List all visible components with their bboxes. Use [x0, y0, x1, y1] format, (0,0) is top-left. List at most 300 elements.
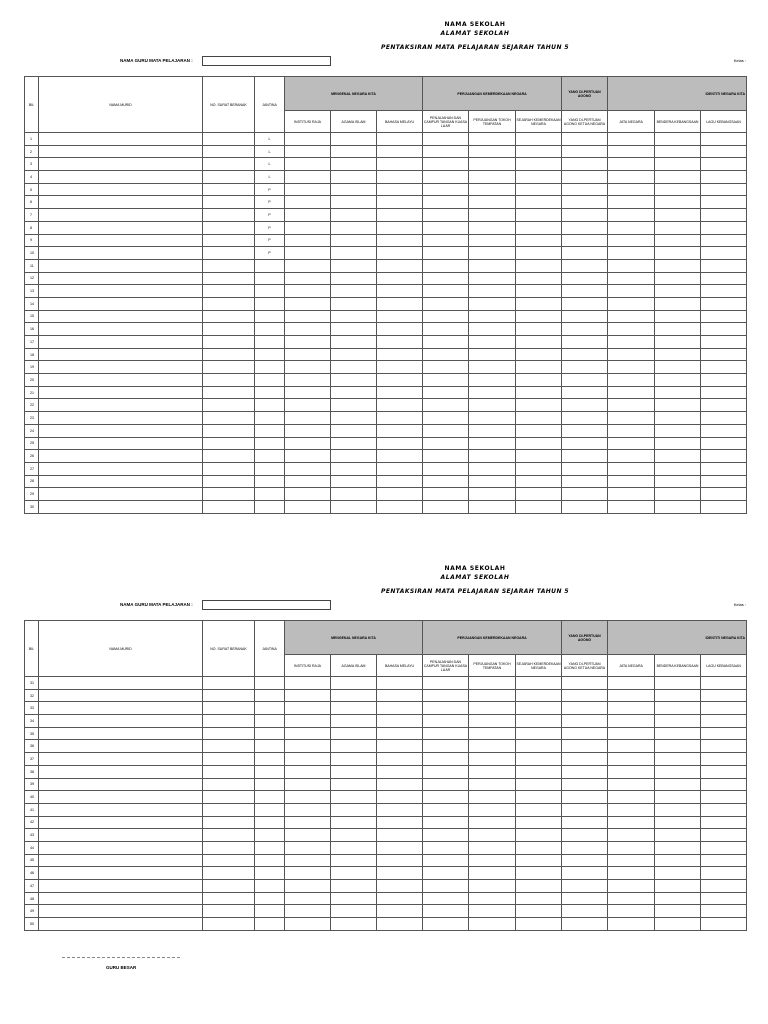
score-cell[interactable] [285, 247, 331, 260]
score-cell[interactable] [331, 475, 377, 488]
birth-cert-cell[interactable] [203, 841, 255, 854]
score-cell[interactable] [377, 234, 423, 247]
score-cell[interactable] [562, 867, 608, 880]
score-cell[interactable] [655, 336, 701, 349]
score-cell[interactable] [331, 158, 377, 171]
score-cell[interactable] [423, 778, 469, 791]
score-cell[interactable] [516, 892, 562, 905]
score-cell[interactable] [469, 297, 516, 310]
student-name-cell[interactable] [39, 412, 203, 425]
score-cell[interactable] [377, 740, 423, 753]
birth-cert-cell[interactable] [203, 765, 255, 778]
score-cell[interactable] [285, 867, 331, 880]
score-cell[interactable] [285, 412, 331, 425]
score-cell[interactable] [331, 374, 377, 387]
score-cell[interactable] [608, 158, 655, 171]
score-cell[interactable] [469, 841, 516, 854]
score-cell[interactable] [331, 867, 377, 880]
score-cell[interactable] [562, 196, 608, 209]
score-cell[interactable] [608, 234, 655, 247]
score-cell[interactable] [562, 740, 608, 753]
student-name-cell[interactable] [39, 816, 203, 829]
score-cell[interactable] [469, 183, 516, 196]
score-cell[interactable] [608, 841, 655, 854]
student-name-cell[interactable] [39, 727, 203, 740]
score-cell[interactable] [377, 285, 423, 298]
score-cell[interactable] [469, 209, 516, 222]
score-cell[interactable] [377, 336, 423, 349]
score-cell[interactable] [331, 386, 377, 399]
birth-cert-cell[interactable] [203, 336, 255, 349]
score-cell[interactable] [285, 689, 331, 702]
birth-cert-cell[interactable] [203, 437, 255, 450]
score-cell[interactable] [608, 918, 655, 931]
score-cell[interactable] [655, 892, 701, 905]
score-cell[interactable] [285, 297, 331, 310]
score-cell[interactable] [469, 753, 516, 766]
score-cell[interactable] [516, 854, 562, 867]
score-cell[interactable] [285, 791, 331, 804]
birth-cert-cell[interactable] [203, 133, 255, 146]
score-cell[interactable] [285, 488, 331, 501]
score-cell[interactable] [377, 145, 423, 158]
score-cell[interactable] [655, 765, 701, 778]
score-cell[interactable] [701, 374, 747, 387]
score-cell[interactable] [562, 677, 608, 690]
score-cell[interactable] [655, 285, 701, 298]
score-cell[interactable] [655, 727, 701, 740]
score-cell[interactable] [655, 323, 701, 336]
score-cell[interactable] [469, 918, 516, 931]
score-cell[interactable] [655, 247, 701, 260]
score-cell[interactable] [608, 171, 655, 184]
score-cell[interactable] [423, 133, 469, 146]
student-name-cell[interactable] [39, 753, 203, 766]
score-cell[interactable] [377, 183, 423, 196]
score-cell[interactable] [562, 462, 608, 475]
score-cell[interactable] [516, 259, 562, 272]
score-cell[interactable] [423, 209, 469, 222]
score-cell[interactable] [608, 323, 655, 336]
score-cell[interactable] [285, 183, 331, 196]
score-cell[interactable] [469, 171, 516, 184]
score-cell[interactable] [562, 297, 608, 310]
score-cell[interactable] [331, 854, 377, 867]
student-name-cell[interactable] [39, 171, 203, 184]
birth-cert-cell[interactable] [203, 171, 255, 184]
score-cell[interactable] [655, 361, 701, 374]
score-cell[interactable] [516, 488, 562, 501]
score-cell[interactable] [701, 171, 747, 184]
student-name-cell[interactable] [39, 854, 203, 867]
score-cell[interactable] [701, 183, 747, 196]
score-cell[interactable] [377, 133, 423, 146]
score-cell[interactable] [331, 336, 377, 349]
score-cell[interactable] [331, 234, 377, 247]
score-cell[interactable] [701, 196, 747, 209]
student-name-cell[interactable] [39, 297, 203, 310]
score-cell[interactable] [608, 462, 655, 475]
score-cell[interactable] [608, 221, 655, 234]
score-cell[interactable] [285, 196, 331, 209]
score-cell[interactable] [423, 437, 469, 450]
score-cell[interactable] [285, 740, 331, 753]
teacher-name-field[interactable] [202, 600, 331, 610]
score-cell[interactable] [608, 778, 655, 791]
score-cell[interactable] [331, 196, 377, 209]
score-cell[interactable] [423, 880, 469, 893]
score-cell[interactable] [469, 323, 516, 336]
score-cell[interactable] [516, 437, 562, 450]
score-cell[interactable] [516, 209, 562, 222]
score-cell[interactable] [701, 740, 747, 753]
score-cell[interactable] [377, 374, 423, 387]
score-cell[interactable] [562, 475, 608, 488]
score-cell[interactable] [701, 361, 747, 374]
score-cell[interactable] [701, 854, 747, 867]
score-cell[interactable] [469, 412, 516, 425]
score-cell[interactable] [423, 285, 469, 298]
score-cell[interactable] [377, 816, 423, 829]
birth-cert-cell[interactable] [203, 196, 255, 209]
score-cell[interactable] [655, 715, 701, 728]
score-cell[interactable] [285, 905, 331, 918]
score-cell[interactable] [331, 247, 377, 260]
score-cell[interactable] [423, 500, 469, 513]
score-cell[interactable] [516, 702, 562, 715]
score-cell[interactable] [516, 374, 562, 387]
score-cell[interactable] [701, 348, 747, 361]
score-cell[interactable] [562, 892, 608, 905]
score-cell[interactable] [608, 374, 655, 387]
score-cell[interactable] [469, 285, 516, 298]
score-cell[interactable] [655, 689, 701, 702]
score-cell[interactable] [562, 778, 608, 791]
score-cell[interactable] [516, 234, 562, 247]
score-cell[interactable] [655, 778, 701, 791]
score-cell[interactable] [701, 867, 747, 880]
score-cell[interactable] [469, 374, 516, 387]
score-cell[interactable] [655, 816, 701, 829]
score-cell[interactable] [516, 905, 562, 918]
student-name-cell[interactable] [39, 778, 203, 791]
score-cell[interactable] [655, 462, 701, 475]
score-cell[interactable] [701, 778, 747, 791]
score-cell[interactable] [469, 892, 516, 905]
score-cell[interactable] [331, 740, 377, 753]
score-cell[interactable] [331, 677, 377, 690]
score-cell[interactable] [285, 475, 331, 488]
score-cell[interactable] [469, 221, 516, 234]
student-name-cell[interactable] [39, 247, 203, 260]
score-cell[interactable] [701, 247, 747, 260]
student-name-cell[interactable] [39, 905, 203, 918]
score-cell[interactable] [423, 297, 469, 310]
score-cell[interactable] [377, 702, 423, 715]
score-cell[interactable] [562, 133, 608, 146]
score-cell[interactable] [423, 816, 469, 829]
score-cell[interactable] [377, 689, 423, 702]
score-cell[interactable] [701, 336, 747, 349]
score-cell[interactable] [655, 841, 701, 854]
score-cell[interactable] [516, 348, 562, 361]
score-cell[interactable] [331, 183, 377, 196]
birth-cert-cell[interactable] [203, 285, 255, 298]
student-name-cell[interactable] [39, 740, 203, 753]
score-cell[interactable] [608, 880, 655, 893]
score-cell[interactable] [655, 880, 701, 893]
birth-cert-cell[interactable] [203, 386, 255, 399]
birth-cert-cell[interactable] [203, 145, 255, 158]
score-cell[interactable] [655, 803, 701, 816]
score-cell[interactable] [701, 450, 747, 463]
score-cell[interactable] [285, 259, 331, 272]
score-cell[interactable] [562, 689, 608, 702]
score-cell[interactable] [562, 918, 608, 931]
score-cell[interactable] [562, 336, 608, 349]
score-cell[interactable] [655, 488, 701, 501]
student-name-cell[interactable] [39, 715, 203, 728]
score-cell[interactable] [377, 259, 423, 272]
score-cell[interactable] [562, 715, 608, 728]
birth-cert-cell[interactable] [203, 158, 255, 171]
score-cell[interactable] [516, 880, 562, 893]
score-cell[interactable] [701, 727, 747, 740]
score-cell[interactable] [701, 892, 747, 905]
score-cell[interactable] [331, 323, 377, 336]
score-cell[interactable] [285, 765, 331, 778]
score-cell[interactable] [377, 829, 423, 842]
score-cell[interactable] [469, 145, 516, 158]
score-cell[interactable] [701, 437, 747, 450]
score-cell[interactable] [562, 412, 608, 425]
score-cell[interactable] [516, 462, 562, 475]
score-cell[interactable] [469, 500, 516, 513]
score-cell[interactable] [516, 158, 562, 171]
score-cell[interactable] [285, 677, 331, 690]
score-cell[interactable] [516, 399, 562, 412]
score-cell[interactable] [331, 209, 377, 222]
score-cell[interactable] [608, 259, 655, 272]
birth-cert-cell[interactable] [203, 488, 255, 501]
score-cell[interactable] [377, 361, 423, 374]
score-cell[interactable] [608, 424, 655, 437]
score-cell[interactable] [331, 689, 377, 702]
student-name-cell[interactable] [39, 689, 203, 702]
score-cell[interactable] [331, 221, 377, 234]
student-name-cell[interactable] [39, 221, 203, 234]
score-cell[interactable] [516, 841, 562, 854]
score-cell[interactable] [331, 753, 377, 766]
score-cell[interactable] [608, 765, 655, 778]
score-cell[interactable] [516, 677, 562, 690]
score-cell[interactable] [562, 753, 608, 766]
score-cell[interactable] [516, 740, 562, 753]
score-cell[interactable] [562, 272, 608, 285]
score-cell[interactable] [701, 399, 747, 412]
score-cell[interactable] [562, 374, 608, 387]
score-cell[interactable] [701, 221, 747, 234]
score-cell[interactable] [516, 500, 562, 513]
score-cell[interactable] [608, 399, 655, 412]
score-cell[interactable] [331, 765, 377, 778]
score-cell[interactable] [469, 196, 516, 209]
birth-cert-cell[interactable] [203, 816, 255, 829]
score-cell[interactable] [469, 740, 516, 753]
score-cell[interactable] [608, 677, 655, 690]
score-cell[interactable] [377, 765, 423, 778]
score-cell[interactable] [701, 905, 747, 918]
score-cell[interactable] [655, 221, 701, 234]
birth-cert-cell[interactable] [203, 348, 255, 361]
score-cell[interactable] [655, 475, 701, 488]
score-cell[interactable] [469, 803, 516, 816]
score-cell[interactable] [608, 310, 655, 323]
birth-cert-cell[interactable] [203, 892, 255, 905]
score-cell[interactable] [331, 450, 377, 463]
score-cell[interactable] [285, 145, 331, 158]
score-cell[interactable] [377, 412, 423, 425]
score-cell[interactable] [562, 361, 608, 374]
score-cell[interactable] [469, 450, 516, 463]
score-cell[interactable] [285, 500, 331, 513]
score-cell[interactable] [423, 247, 469, 260]
score-cell[interactable] [516, 867, 562, 880]
score-cell[interactable] [377, 905, 423, 918]
score-cell[interactable] [516, 171, 562, 184]
birth-cert-cell[interactable] [203, 829, 255, 842]
score-cell[interactable] [655, 171, 701, 184]
score-cell[interactable] [562, 727, 608, 740]
score-cell[interactable] [608, 488, 655, 501]
score-cell[interactable] [655, 234, 701, 247]
score-cell[interactable] [655, 412, 701, 425]
score-cell[interactable] [285, 829, 331, 842]
score-cell[interactable] [701, 158, 747, 171]
student-name-cell[interactable] [39, 399, 203, 412]
score-cell[interactable] [516, 765, 562, 778]
score-cell[interactable] [655, 424, 701, 437]
score-cell[interactable] [562, 234, 608, 247]
score-cell[interactable] [608, 133, 655, 146]
score-cell[interactable] [469, 880, 516, 893]
score-cell[interactable] [608, 727, 655, 740]
score-cell[interactable] [377, 715, 423, 728]
score-cell[interactable] [655, 158, 701, 171]
student-name-cell[interactable] [39, 196, 203, 209]
birth-cert-cell[interactable] [203, 803, 255, 816]
score-cell[interactable] [562, 247, 608, 260]
score-cell[interactable] [655, 905, 701, 918]
score-cell[interactable] [562, 323, 608, 336]
score-cell[interactable] [423, 234, 469, 247]
score-cell[interactable] [701, 209, 747, 222]
score-cell[interactable] [608, 867, 655, 880]
score-cell[interactable] [423, 803, 469, 816]
score-cell[interactable] [377, 462, 423, 475]
birth-cert-cell[interactable] [203, 209, 255, 222]
student-name-cell[interactable] [39, 803, 203, 816]
score-cell[interactable] [469, 310, 516, 323]
birth-cert-cell[interactable] [203, 399, 255, 412]
birth-cert-cell[interactable] [203, 412, 255, 425]
score-cell[interactable] [285, 854, 331, 867]
score-cell[interactable] [562, 702, 608, 715]
score-cell[interactable] [377, 310, 423, 323]
student-name-cell[interactable] [39, 272, 203, 285]
student-name-cell[interactable] [39, 765, 203, 778]
score-cell[interactable] [423, 765, 469, 778]
score-cell[interactable] [285, 158, 331, 171]
score-cell[interactable] [516, 918, 562, 931]
score-cell[interactable] [423, 892, 469, 905]
score-cell[interactable] [469, 829, 516, 842]
score-cell[interactable] [331, 272, 377, 285]
score-cell[interactable] [701, 475, 747, 488]
score-cell[interactable] [562, 791, 608, 804]
student-name-cell[interactable] [39, 702, 203, 715]
score-cell[interactable] [655, 272, 701, 285]
student-name-cell[interactable] [39, 310, 203, 323]
score-cell[interactable] [331, 727, 377, 740]
score-cell[interactable] [562, 209, 608, 222]
score-cell[interactable] [331, 918, 377, 931]
score-cell[interactable] [655, 399, 701, 412]
score-cell[interactable] [377, 753, 423, 766]
score-cell[interactable] [655, 702, 701, 715]
score-cell[interactable] [562, 386, 608, 399]
score-cell[interactable] [377, 892, 423, 905]
score-cell[interactable] [423, 399, 469, 412]
birth-cert-cell[interactable] [203, 361, 255, 374]
score-cell[interactable] [701, 234, 747, 247]
birth-cert-cell[interactable] [203, 880, 255, 893]
birth-cert-cell[interactable] [203, 905, 255, 918]
score-cell[interactable] [469, 727, 516, 740]
student-name-cell[interactable] [39, 500, 203, 513]
student-name-cell[interactable] [39, 841, 203, 854]
score-cell[interactable] [469, 272, 516, 285]
score-cell[interactable] [608, 285, 655, 298]
score-cell[interactable] [377, 854, 423, 867]
score-cell[interactable] [701, 753, 747, 766]
score-cell[interactable] [516, 412, 562, 425]
birth-cert-cell[interactable] [203, 450, 255, 463]
score-cell[interactable] [608, 336, 655, 349]
score-cell[interactable] [701, 259, 747, 272]
score-cell[interactable] [423, 259, 469, 272]
score-cell[interactable] [562, 765, 608, 778]
score-cell[interactable] [423, 488, 469, 501]
score-cell[interactable] [562, 221, 608, 234]
birth-cert-cell[interactable] [203, 374, 255, 387]
score-cell[interactable] [516, 386, 562, 399]
birth-cert-cell[interactable] [203, 297, 255, 310]
score-cell[interactable] [516, 829, 562, 842]
score-cell[interactable] [331, 829, 377, 842]
score-cell[interactable] [562, 310, 608, 323]
score-cell[interactable] [701, 841, 747, 854]
score-cell[interactable] [377, 297, 423, 310]
score-cell[interactable] [285, 778, 331, 791]
birth-cert-cell[interactable] [203, 715, 255, 728]
student-name-cell[interactable] [39, 361, 203, 374]
score-cell[interactable] [562, 399, 608, 412]
student-name-cell[interactable] [39, 285, 203, 298]
score-cell[interactable] [516, 297, 562, 310]
score-cell[interactable] [377, 196, 423, 209]
score-cell[interactable] [285, 437, 331, 450]
